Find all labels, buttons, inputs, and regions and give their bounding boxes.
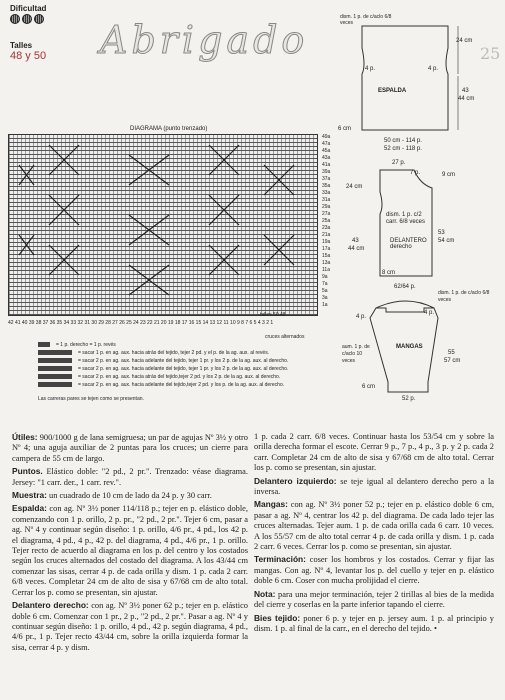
row-label: 41a <box>322 162 331 168</box>
paragraph-heading: Muestra: <box>12 490 47 501</box>
symbol-icon <box>38 358 72 363</box>
sizes-value: 48 y 50 <box>10 50 47 62</box>
paragraph-heading: Útiles: <box>12 432 38 442</box>
paragraph-heading: Mangas: <box>254 499 288 510</box>
legend-item: = sacar 2 p. en ag. aux. hacia adelante del tejido,tejer 2 pd. y los p. de la ag. aux. al derecho. <box>38 381 288 389</box>
delantero-left-cm: 24 cm <box>346 184 363 190</box>
cruces-label: cruces alternados <box>265 334 305 340</box>
delantero-right-cm: 9 cm <box>442 172 456 178</box>
row-label: 9a <box>322 274 328 280</box>
paragraph-text: se teje igual al delantero derecho pero a la inversa. <box>254 476 494 497</box>
row-label: 49a <box>322 134 331 140</box>
espalda-bottom: 50 cm - 114 p. <box>384 138 422 144</box>
row-label: 29a <box>322 204 331 210</box>
legend-item: = sacar 2 p. en ag. aux. hacia adelante del tejido, tejer 1 pr. y los 2 p. de la ag. aux. al derecho. <box>38 365 288 373</box>
row-label: 3a <box>322 295 328 301</box>
difficulty-ball-icon <box>34 14 44 24</box>
paragraph-text: poner 6 p. y tejer en p. jersey aum. 1 p. al principio y dism. 1 p. al final de la carr., en el derecho del tejido. • <box>254 613 494 633</box>
instructions-left-column <box>12 432 248 655</box>
page-title: Abrigado <box>100 18 309 62</box>
mangas-dism-top: dism. 1 p. de c/aclo 6/8 veces <box>438 290 490 303</box>
mangas-w4-right: 4 p. <box>424 310 435 316</box>
espalda-rib: 6 cm <box>338 126 352 132</box>
row-label: 1a <box>322 302 328 308</box>
paragraph-heading: Puntos. <box>12 466 43 477</box>
delantero-right3: 54 cm <box>438 238 455 244</box>
delantero-h2: 44 cm <box>348 246 365 252</box>
difficulty-rating <box>10 14 44 24</box>
paragraph-text: Elástico doble: "2 pd., 2 pr.". Trenzado: véase diagrama. Jersey: "1 carr. der., 1 carr. rev.". <box>12 467 248 487</box>
difficulty-ball-icon <box>10 14 20 24</box>
mangas-aum: aum. 1 p. de c/aclo 10 veces <box>342 344 370 364</box>
legend-item: = 1 p. derecho = 1 p. revés <box>38 341 288 349</box>
talles-label: talles 50 48 <box>260 312 286 318</box>
paragraph-text: coser los hombros y los costados. Cerrar y fijar las mangas. Con ag. Nº 4, levantar los p. del cuello y tejer en p. elástico doble 6 cm. Coser con mucha prolijidad el cierre. <box>254 555 494 586</box>
delantero-top-p: 27 p. <box>392 160 406 166</box>
espalda-dism: dism. 1 p. de c/aclo 6/8 veces <box>340 14 392 26</box>
instruction-paragraph <box>254 613 494 635</box>
legend-item: = sacar 2 p. en ag. aux. hacia adelante del tejido, tejer 1 pr. y los 2 p. de la ag. aux. al derecho. <box>38 357 288 365</box>
row-label: 17a <box>322 246 331 252</box>
paragraph-text: para una mejor terminación, tejer 2 tirillas al bies de la medida del cierre y coserlas en la parte inferior tapando el cierre. <box>254 589 494 610</box>
mangas-bottom: 52 p. <box>402 396 416 402</box>
mangas-rib: 6 cm <box>362 384 376 390</box>
row-label: 21a <box>322 232 331 238</box>
instruction-paragraph <box>254 476 494 498</box>
legend-item: = sacar 1 p. en ag. aux. hacia atrás del tejido, tejer 2 pd. y el p. de la ag. aux. al revés. <box>38 349 288 357</box>
page-number: 25 <box>480 44 501 63</box>
paragraph-text: un cuadrado de 10 cm de lado da 24 p. y 30 carr. <box>46 491 212 501</box>
diagram-note: Las carreras pares se tejen como se presentan. <box>38 396 144 402</box>
row-label: 27a <box>322 211 331 217</box>
symbol-icon <box>38 350 72 355</box>
instruction-paragraph <box>12 466 248 488</box>
paragraph-text: con ag. Nº 3½ poner 114/118 p.; tejer en p. elástico doble, comenzando con 1 p. orillo, 2 p. pr., "2 pd., 2 pr.". Tejer 6 cm, pasar a ag. Nº 4 y continuar según diseño: 1 p. orillo, 4/6 pr., 4 pd., los 42 p. el diagrama, 4 pd., 4 p., 42 p. del diagrama, 4 pd., 4/6 pr., 1 p. orillo. Tejer recto de acuerdo al diagrama en los p. del centro y los costados según los cruces alternados del costado del diagrama. A los 43/44 cm comenzar las sisas, cerrar 4 p. de cada orilla y dism. 1 p. cada 2 carr. 6/8 veces. Completar 24 cm de alto de sisa y 67/68 cm de alto total. Cerrar los p. como se presentan, sin ajustar. <box>12 504 248 597</box>
sizes-label: Talles <box>10 41 33 50</box>
legend-item: = sacar 2 p. en ag. aux. hacia atrás del tejido,tejer 2 pd. y los 2 p. de la ag. aux. al derecho. <box>38 373 288 381</box>
row-label: 37a <box>322 176 331 182</box>
row-label: 13a <box>322 260 331 266</box>
row-label: 47a <box>322 141 331 147</box>
row-label: 11a <box>322 267 330 273</box>
instruction-paragraph <box>12 503 248 598</box>
delantero-top-cm: 7 p. <box>410 170 421 176</box>
delantero-bottom: 62/64 p. <box>394 284 416 290</box>
row-label: 39a <box>322 169 331 175</box>
delantero-name: DELANTERO derecho <box>390 238 427 250</box>
paragraph-heading: Nota: <box>254 588 276 599</box>
row-label: 23a <box>322 225 331 231</box>
paragraph-text: con ag. Nº 3½ poner 52 p.; tejer en p. elástico doble 6 cm, pasar a ag. Nº 4, centrar los 42 p. del diagrama. De cada lado tejer las cruces alternadas. Tejer aum. 1 p. de cada orilla cada 6 carr. 10 veces. A los 55/57 cm de alto total cerrar 4 p. de cada orilla y dism. 1 p. cada 2 carr. 6 veces. Cerrar los p. como se presentan, sin ajustar. <box>254 500 494 552</box>
difficulty-label: Dificultad <box>10 4 47 13</box>
instruction-paragraph <box>254 432 494 474</box>
delantero-h1: 43 <box>352 238 359 244</box>
symbol-icon <box>38 382 72 387</box>
row-label: 15a <box>322 253 331 259</box>
paragraph-text: 900/1000 g de lana semigruesa; un par de agujas Nº 3½ y otro Nº 4; una aguja auxiliar de 2 puntas para los cruces; un cierre para campera de 55 cm de largo. <box>12 433 248 463</box>
row-label: 25a <box>322 218 331 224</box>
diagram-title: DIAGRAMA (punto trenzado) <box>130 126 208 132</box>
paragraph-heading: Bies tejido: <box>254 612 301 623</box>
mangas-name: MANGAS <box>396 344 423 350</box>
symbol-icon <box>38 374 72 379</box>
chart-legend <box>38 341 288 389</box>
row-label: 45a <box>322 148 331 154</box>
espalda-name: ESPALDA <box>378 88 407 94</box>
paragraph-text: con ag. Nº 3½ poner 62 p.; tejer en p. elástico doble 6 cm. Comenzar con 1 pr., 2 p., "2 pd., 2 pr.". Pasar a ag. Nº 4 y continuar según diseño: 1 p. orillo, 4 pd., 42 p. según diagrama, 4 pd., 4/6 pr., 1 p. Tejer recto 43/44 cm, sobre la orilla izquierda formar la sisa, cerrar 4 p. y dism. <box>12 601 248 652</box>
row-label: 5a <box>322 288 328 294</box>
row-label: 35a <box>322 183 331 189</box>
espalda-bottom2: 52 cm - 118 p. <box>384 146 422 152</box>
paragraph-heading: Delantero izquierdo: <box>254 475 337 486</box>
row-label: 19a <box>322 239 331 245</box>
paragraph-text: 1 p. cada 2 carr. 6/8 veces. Continuar hasta los 53/54 cm y sobre la orilla derecha formar el escote. Cerrar 9 p., 7 p., 4 p., 3 p. y 2 p. cada 2 carr. Completar 24 cm de alto de sisa y 67/68 cm de alto total. Cerrar los p. como se presentan, sin ajustar. <box>254 432 494 473</box>
column-labels: 42 41 40 39 38 37 36 35 34 33 32 31 30 29 28 27 26 25 24 23 22 21 20 19 18 17 16 15 14 13 12 11 10 9 8 7 6 5 4 3 2 1 <box>8 320 274 326</box>
row-label: 7a <box>322 281 328 287</box>
row-label: 31a <box>322 197 331 203</box>
instruction-paragraph <box>12 432 248 464</box>
delantero-dism: dism. 1 p. c/2 carr. 6/8 veces <box>386 212 426 225</box>
espalda-w-right: 4 p. <box>428 66 439 72</box>
espalda-h2: 44 cm <box>458 96 475 102</box>
mangas-h2: 57 cm <box>444 358 461 364</box>
instruction-paragraph <box>12 600 248 653</box>
row-label: 33a <box>322 190 331 196</box>
paragraph-heading: Terminación: <box>254 554 306 565</box>
delantero-rib: 8 cm <box>382 270 396 276</box>
cable-crossings <box>9 135 317 315</box>
delantero-right2: 53 <box>438 230 445 236</box>
espalda-height-top: 24 cm <box>456 38 473 44</box>
knitting-chart-grid <box>8 134 318 316</box>
espalda-w-left: 4 p. <box>365 66 376 72</box>
symbol-icon <box>38 366 72 371</box>
symbol-icon <box>38 342 50 347</box>
espalda-h1: 43 <box>462 88 469 94</box>
difficulty-ball-icon <box>22 14 32 24</box>
instructions-right-column <box>254 432 494 636</box>
instruction-paragraph <box>254 589 494 611</box>
paragraph-heading: Delantero derecho: <box>12 600 89 611</box>
mangas-h1: 55 <box>448 350 455 356</box>
instruction-paragraph <box>12 490 248 501</box>
mangas-w4-left: 4 p. <box>356 314 367 320</box>
row-label: 43a <box>322 155 331 161</box>
paragraph-heading: Espalda: <box>12 503 47 514</box>
instruction-paragraph <box>254 554 494 586</box>
instruction-paragraph <box>254 499 494 552</box>
